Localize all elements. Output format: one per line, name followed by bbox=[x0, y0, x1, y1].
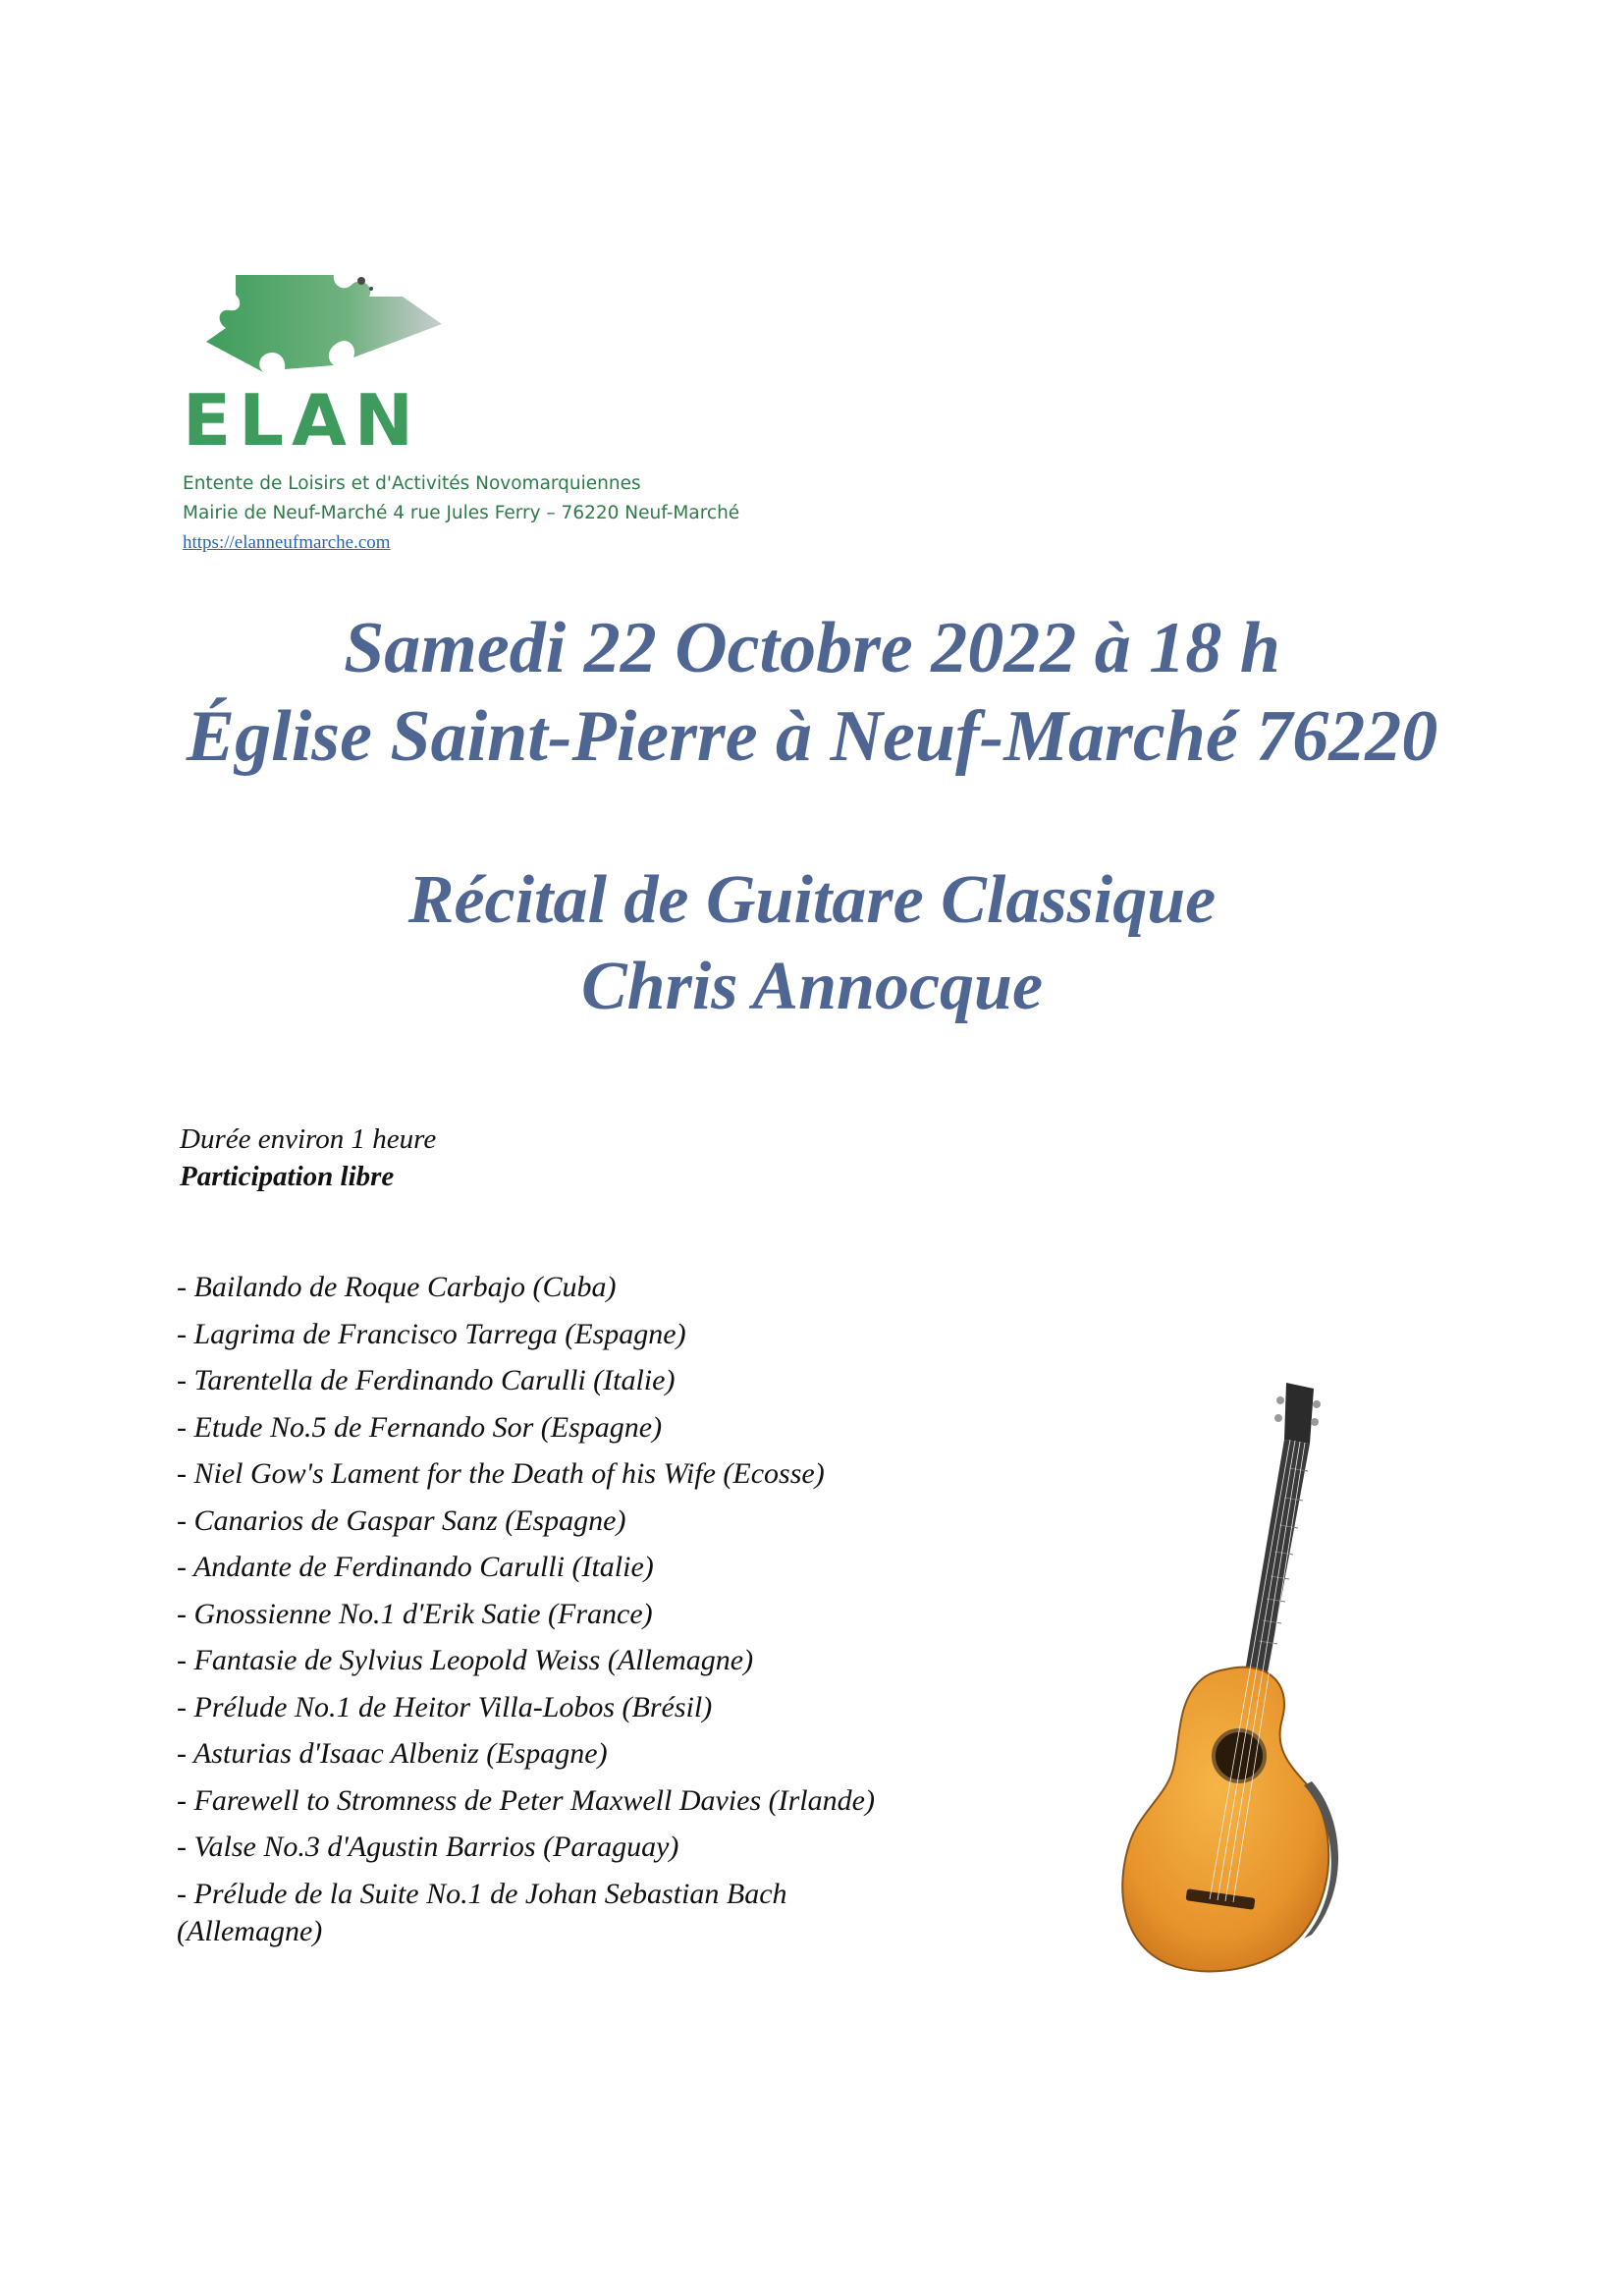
organization-info bbox=[183, 469, 739, 558]
puzzle-piece-logo-icon bbox=[196, 267, 461, 375]
logo-wordmark: ELAN bbox=[183, 379, 422, 462]
event-datetime-venue bbox=[0, 604, 1624, 781]
program-item: - Farewell to Stromness de Peter Maxwell Davies (Irlande) bbox=[177, 1783, 875, 1817]
duration-text: Durée environ 1 heure bbox=[180, 1123, 437, 1155]
program-item: - Bailando de Roque Carbajo (Cuba) bbox=[177, 1271, 617, 1303]
program-item: - Prélude No.1 de Heitor Villa-Lobos (Brésil) bbox=[177, 1690, 713, 1723]
performer-name: Chris Annocque bbox=[580, 949, 1044, 1024]
org-website-link[interactable]: https://elanneufmarche.com bbox=[183, 532, 391, 553]
program-item: - Andante de Ferdinando Carulli (Italie) bbox=[177, 1551, 654, 1583]
program-item: - Asturias d'Isaac Albeniz (Espagne) bbox=[177, 1737, 608, 1770]
elan-logo bbox=[183, 267, 477, 462]
recital-title bbox=[0, 857, 1624, 1030]
event-venue: Église Saint-Pierre à Neuf-Marché 76220 bbox=[186, 696, 1438, 777]
program-item: - Canarios de Gaspar Sanz (Espagne) bbox=[177, 1503, 626, 1537]
program-item: - Prélude de la Suite No.1 de Johan Sebastian Bach (Allemagne) bbox=[177, 1877, 787, 1947]
program-item: - Tarentella de Ferdinando Carulli (Italie) bbox=[177, 1364, 676, 1396]
program-list bbox=[177, 1269, 884, 1959]
recital-type: Récital de Guitare Classique bbox=[407, 862, 1217, 938]
event-date: Samedi 22 Octobre 2022 à 18 h bbox=[344, 608, 1280, 688]
program-item: - Fantasie de Sylvius Leopold Weiss (Allemagne) bbox=[177, 1644, 754, 1676]
program-item: - Gnossienne No.1 d'Erik Satie (France) bbox=[177, 1597, 653, 1630]
org-address: Mairie de Neuf-Marché 4 rue Jules Ferry – 76220 Neuf-Marché bbox=[183, 503, 740, 523]
program-item: - Niel Gow's Lament for the Death of his Wife (Ecosse) bbox=[177, 1457, 825, 1490]
classical-guitar-icon bbox=[1117, 1375, 1353, 1984]
program-item: - Valse No.3 d'Agustin Barrios (Paraguay) bbox=[177, 1831, 679, 1863]
org-name: Entente de Loisirs et d'Activités Novomarquiennes bbox=[183, 473, 641, 494]
program-item: - Lagrima de Francisco Tarrega (Espagne) bbox=[177, 1317, 686, 1350]
entry-text: Participation libre bbox=[180, 1161, 395, 1192]
event-info bbox=[180, 1121, 436, 1195]
program-item: - Etude No.5 de Fernando Sor (Espagne) bbox=[177, 1410, 663, 1444]
